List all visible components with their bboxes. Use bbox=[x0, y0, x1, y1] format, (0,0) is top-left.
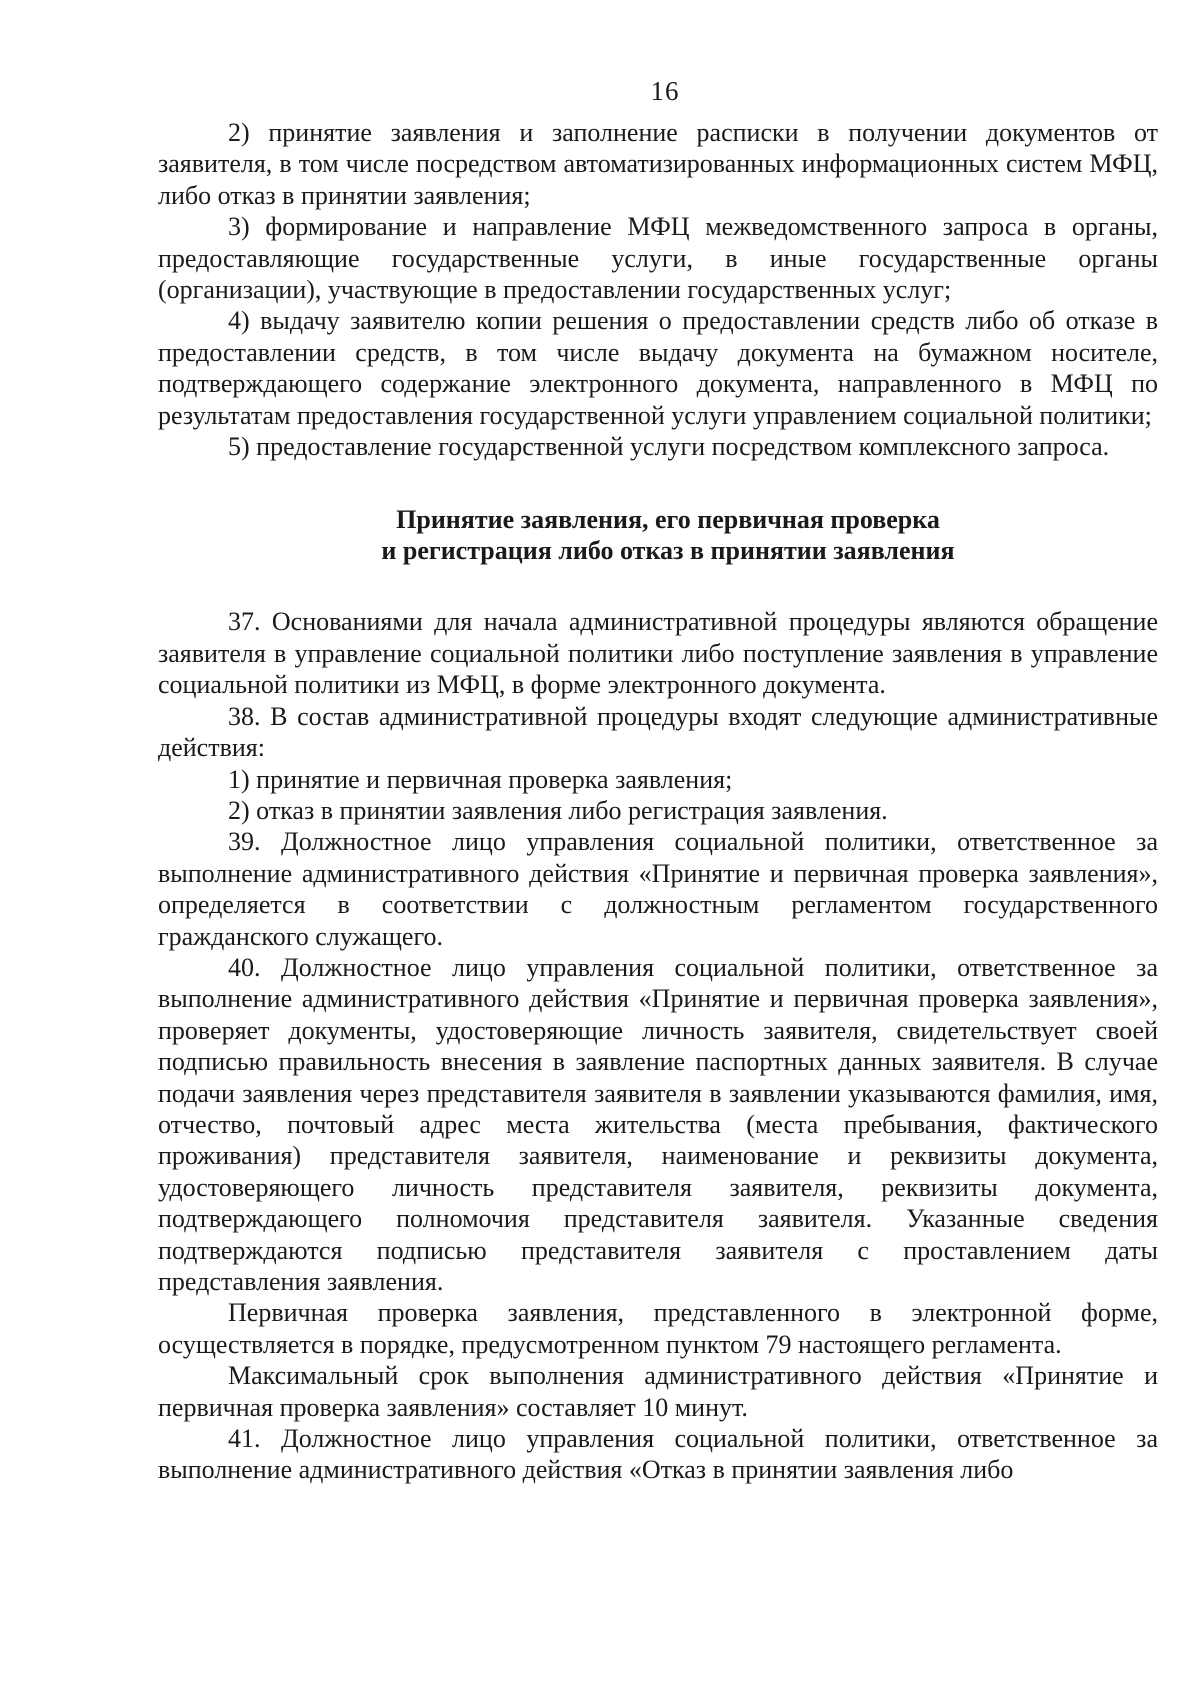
list-item: 3) формирование и направление МФЦ межведомственного запроса в органы, предоставляющие государственные услуги, в иные государственные органы (организации), участвующие в предоставлении государственных услуг; bbox=[158, 212, 1158, 305]
section-heading-line: и регистрация либо отказ в принятии заявления bbox=[381, 536, 955, 566]
list-item: 1) принятие и первичная проверка заявления; bbox=[228, 764, 733, 794]
list-item: 2) принятие заявления и заполнение расписки в получении документов от заявителя, в том числе посредством автоматизированных информационных систем МФЦ, либо отказ в принятии заявления; bbox=[158, 118, 1158, 210]
paragraph-39: 39. Должностное лицо управления социальной политики, ответственное за выполнение административного действия «Принятие и первичная проверка заявления», определяется в соответствии с должностным регламентом государственного гражданского служащего. bbox=[158, 827, 1158, 951]
document-body bbox=[158, 117, 1158, 1486]
section-heading bbox=[158, 504, 1158, 566]
list-item: 5) предоставление государственной услуги посредством комплексного запроса. bbox=[228, 432, 1110, 462]
paragraph: Максимальный срок выполнения административного действия «Принятие и первичная проверка заявления» составляет 10 минут. bbox=[158, 1361, 1158, 1422]
paragraph-37: 37. Основаниями для начала административной процедуры являются обращение заявителя в управление социальной политики либо поступление заявления в управление социальной политики из МФЦ, в форме электронного документа. bbox=[158, 607, 1158, 700]
list-item: 4) выдачу заявителю копии решения о предоставлении средств либо об отказе в предоставлении средств, в том числе выдачу документа на бумажном носителе, подтверждающего содержание электронного документа, направленного в МФЦ по результатам предоставления государственной услуги управлением социальной политики; bbox=[158, 306, 1158, 430]
page-number: 16 bbox=[650, 76, 680, 106]
paragraph-40: 40. Должностное лицо управления социальной политики, ответственное за выполнение административного действия «Принятие и первичная проверка заявления», проверяет документы, удостоверяющие личность заявителя, свидетельствует своей подписью правильность внесения в заявление паспортных данных заявителя. В случае подачи заявления через представителя заявителя в заявлении указываются фамилия, имя, отчество, почтовый адрес места жительства (места пребывания, фактического проживания) представителя заявителя, наименование и реквизиты документа, удостоверяющего личность представителя заявителя, реквизиты документа, подтверждающего полномочия представителя заявителя. Указанные сведения подтверждаются подписью представителя заявителя с проставлением даты представления заявления. bbox=[158, 952, 1158, 1296]
paragraph: Первичная проверка заявления, представленного в электронной форме, осуществляется в порядке, предусмотренном пунктом 79 настоящего регламента. bbox=[158, 1298, 1158, 1359]
paragraph-41: 41. Должностное лицо управления социальной политики, ответственное за выполнение административного действия «Отказ в принятии заявления либо bbox=[158, 1424, 1158, 1485]
list-item: 2) отказ в принятии заявления либо регистрация заявления. bbox=[228, 795, 888, 825]
paragraph-38: 38. В состав административной процедуры входят следующие административные действия: bbox=[158, 701, 1158, 763]
section-heading-line: Принятие заявления, его первичная проверка bbox=[396, 505, 940, 535]
